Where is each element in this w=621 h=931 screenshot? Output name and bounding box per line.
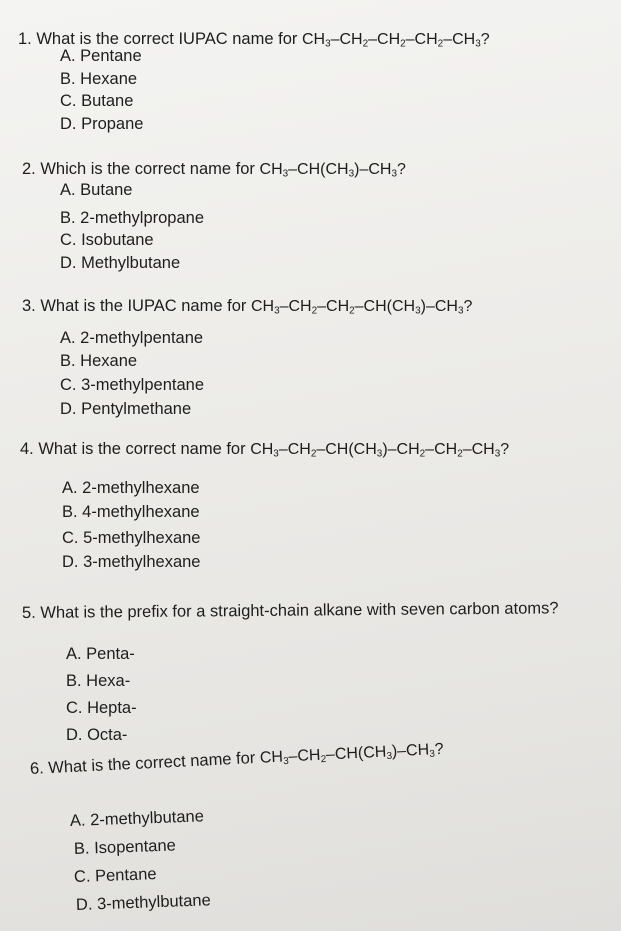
formula-part: ? bbox=[434, 740, 444, 759]
formula-subscript: 2 bbox=[457, 448, 463, 460]
q2-option-d: D. Methylbutane bbox=[60, 254, 181, 272]
formula-part: ? bbox=[480, 31, 490, 48]
formula-subscript: 3 bbox=[282, 755, 289, 768]
q3-option-b: B. Hexane bbox=[60, 352, 138, 370]
question-3 bbox=[22, 297, 472, 316]
formula-subscript: 3 bbox=[391, 168, 397, 180]
q4-option-a: A. 2-methylhexane bbox=[62, 479, 200, 497]
q2-option-a: A. Butane bbox=[60, 181, 133, 199]
q6-option-d: D. 3-methylbutane bbox=[75, 891, 212, 914]
formula-part: )–CH bbox=[354, 161, 392, 178]
question-1-formula bbox=[302, 31, 490, 48]
question-5 bbox=[22, 599, 559, 623]
formula-subscript: 3 bbox=[494, 448, 501, 460]
formula-part: –CH(CH bbox=[325, 743, 387, 764]
formula-part: –CH bbox=[330, 31, 363, 48]
question-5-text: 5. What is the prefix for a straight-chain alkane with seven carbon atoms? bbox=[21, 599, 559, 622]
formula-part: –CH bbox=[317, 298, 350, 315]
question-2 bbox=[22, 160, 406, 179]
q6-option-b: B. Isopentane bbox=[73, 836, 177, 858]
q1-option-c: C. Butane bbox=[60, 92, 134, 110]
formula-part: CH bbox=[259, 748, 284, 767]
q1-option-a: A. Pentane bbox=[60, 47, 142, 65]
formula-subscript: 3 bbox=[274, 305, 280, 317]
formula-subscript: 3 bbox=[475, 38, 481, 50]
formula-subscript: 2 bbox=[362, 38, 369, 50]
formula-part: ? bbox=[396, 161, 406, 178]
q3-option-a: A. 2-methylpentane bbox=[60, 329, 204, 347]
formula-part: )–CH bbox=[382, 441, 420, 458]
formula-part: )–CH bbox=[391, 741, 430, 761]
q1-option-b: B. Hexane bbox=[60, 70, 138, 88]
q4-option-b: B. 4-methylhexane bbox=[62, 503, 200, 521]
q5-option-c: C. Hepta- bbox=[66, 699, 137, 717]
formula-part: –CH bbox=[368, 31, 401, 48]
q2-option-b: B. 2-methylpropane bbox=[60, 209, 204, 227]
formula-part: –CH(CH bbox=[316, 441, 377, 458]
formula-part: –CH bbox=[288, 746, 321, 766]
formula-subscript: 3 bbox=[386, 750, 393, 763]
formula-part: CH bbox=[301, 31, 326, 48]
q3-option-d: D. Pentylmethane bbox=[60, 400, 192, 418]
formula-subscript: 2 bbox=[437, 38, 444, 50]
formula-subscript: 3 bbox=[273, 448, 279, 460]
q4-option-d: D. 3-methylhexane bbox=[62, 553, 201, 571]
q3-option-c: C. 3-methylpentane bbox=[60, 376, 204, 394]
formula-subscript: 3 bbox=[429, 748, 436, 760]
formula-part: –CH bbox=[278, 441, 311, 458]
formula-part: )–CH bbox=[420, 298, 458, 315]
question-2-formula bbox=[260, 161, 406, 178]
question-6-text: 6. What is the correct name for bbox=[29, 748, 256, 778]
q1-option-d: D. Propane bbox=[60, 115, 144, 133]
formula-subscript: 2 bbox=[311, 305, 318, 317]
q2-option-c: C. Isobutane bbox=[60, 231, 154, 249]
formula-subscript: 3 bbox=[325, 38, 331, 50]
formula-part: –CH(CH bbox=[288, 161, 349, 178]
question-6-formula bbox=[259, 741, 444, 767]
formula-subscript: 2 bbox=[320, 753, 327, 766]
formula-subscript: 3 bbox=[376, 448, 383, 460]
question-6 bbox=[30, 740, 445, 779]
formula-part: ? bbox=[500, 441, 510, 458]
formula-part: ? bbox=[463, 298, 473, 315]
q6-option-a: A. 2-methylbutane bbox=[69, 807, 205, 830]
q5-option-d: D. Octa- bbox=[66, 726, 128, 744]
formula-subscript: 3 bbox=[457, 305, 464, 317]
formula-subscript: 2 bbox=[419, 448, 426, 460]
question-2-text: 2. Which is the correct name for bbox=[22, 160, 255, 178]
formula-subscript: 2 bbox=[400, 38, 406, 50]
formula-subscript: 3 bbox=[415, 305, 421, 317]
question-4-text: 4. What is the correct name for bbox=[20, 440, 246, 458]
question-3-text: 3. What is the IUPAC name for bbox=[22, 297, 247, 315]
question-1-text: 1. What is the correct IUPAC name for bbox=[18, 30, 298, 48]
formula-part: –CH(CH bbox=[354, 298, 416, 315]
q4-option-c: C. 5-methylhexane bbox=[62, 529, 201, 547]
formula-part: –CH bbox=[425, 441, 458, 458]
formula-part: CH bbox=[259, 161, 283, 178]
formula-part: –CH bbox=[462, 441, 495, 458]
formula-part: –CH bbox=[405, 31, 438, 48]
question-3-formula bbox=[251, 298, 472, 315]
q5-option-b: B. Hexa- bbox=[66, 672, 131, 690]
formula-subscript: 2 bbox=[310, 448, 317, 460]
q6-option-c: C. Pentane bbox=[73, 865, 157, 886]
formula-part: CH bbox=[250, 441, 274, 458]
formula-part: –CH bbox=[279, 298, 312, 315]
formula-part: –CH bbox=[443, 31, 476, 48]
question-4-formula bbox=[250, 441, 509, 458]
question-4 bbox=[20, 440, 509, 459]
formula-subscript: 3 bbox=[282, 168, 289, 180]
q5-option-a: A. Penta- bbox=[66, 645, 135, 663]
formula-subscript: 3 bbox=[348, 168, 355, 180]
formula-subscript: 2 bbox=[349, 305, 355, 317]
formula-part: CH bbox=[250, 298, 275, 315]
